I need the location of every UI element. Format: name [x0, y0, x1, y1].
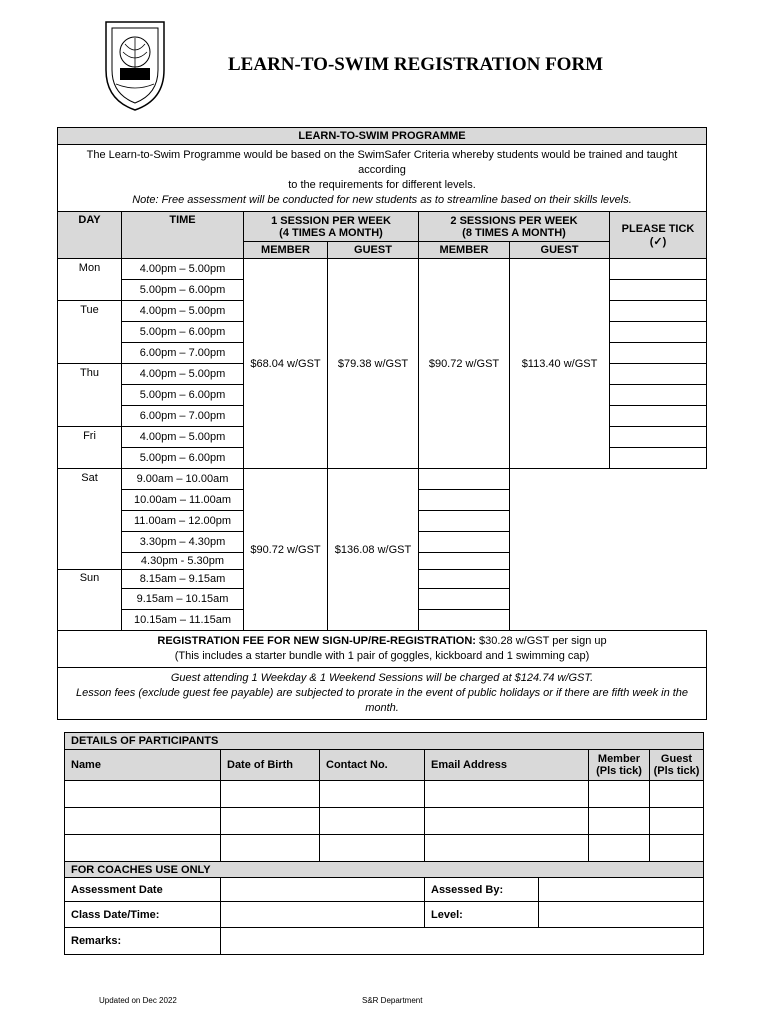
col-email: Email Address	[425, 750, 589, 781]
page-title: LEARN-TO-SWIM REGISTRATION FORM	[228, 54, 604, 75]
footer-updated: Updated on Dec 2022	[99, 996, 177, 1005]
time-slot: 9.15am – 10.15am	[122, 589, 244, 610]
member-tick-box[interactable]	[589, 808, 650, 835]
col-contact: Contact No.	[320, 750, 425, 781]
participant-name-field[interactable]	[65, 808, 221, 835]
col-member-1: MEMBER	[244, 242, 328, 259]
time-slot: 10.15am – 11.15am	[122, 610, 244, 631]
tick-box[interactable]	[610, 364, 707, 385]
class-datetime-label: Class Date/Time:	[65, 902, 221, 928]
remarks-label: Remarks:	[65, 928, 221, 955]
participant-dob-field[interactable]	[221, 781, 320, 808]
registration-label: REGISTRATION FEE FOR NEW SIGN-UP/RE-REGISTRATION:	[157, 635, 476, 647]
time-slot: 5.00pm – 6.00pm	[122, 322, 244, 343]
coaches-section-title: FOR COACHES USE ONLY	[65, 862, 704, 878]
participant-name-field[interactable]	[65, 835, 221, 862]
fee-notes	[58, 668, 707, 720]
fee-guest-2x-weekend: $136.08 w/GST	[328, 469, 419, 631]
col-two-sessions: 2 SESSIONS PER WEEK (8 TIMES A MONTH)	[419, 212, 610, 242]
day-thu: Thu	[58, 364, 122, 427]
level-field[interactable]	[539, 902, 704, 928]
time-slot: 4.00pm – 5.00pm	[122, 301, 244, 322]
programme-intro	[58, 145, 707, 212]
participant-email-field[interactable]	[425, 835, 589, 862]
fee-member-1x: $68.04 w/GST	[244, 259, 328, 469]
fee-member-2x: $90.72 w/GST	[419, 259, 510, 469]
tick-box[interactable]	[610, 427, 707, 448]
day-sat: Sat	[58, 469, 122, 570]
col-guest-2: GUEST	[510, 242, 610, 259]
tick-box[interactable]	[419, 553, 510, 570]
participant-email-field[interactable]	[425, 808, 589, 835]
time-slot: 4.00pm – 5.00pm	[122, 364, 244, 385]
participants-section-title: DETAILS OF PARTICIPANTS	[65, 733, 704, 750]
footer-department: S&R Department	[362, 996, 423, 1005]
member-tick-box[interactable]	[589, 835, 650, 862]
tick-box[interactable]	[610, 322, 707, 343]
col-name: Name	[65, 750, 221, 781]
level-label: Level:	[425, 902, 539, 928]
tick-box[interactable]	[419, 511, 510, 532]
remarks-field[interactable]	[221, 928, 704, 955]
registration-fee	[58, 631, 707, 668]
time-slot: 6.00pm – 7.00pm	[122, 406, 244, 427]
assessed-by-field[interactable]	[539, 878, 704, 902]
member-tick-box[interactable]	[589, 781, 650, 808]
registration-value: $30.28 w/GST per sign up	[479, 635, 607, 647]
tick-box[interactable]	[419, 490, 510, 511]
col-member: Member (Pls tick)	[589, 750, 650, 781]
day-tue: Tue	[58, 301, 122, 364]
col-please-tick: PLEASE TICK (✓)	[610, 212, 707, 259]
time-slot: 10.00am – 11.00am	[122, 490, 244, 511]
tick-box[interactable]	[610, 448, 707, 469]
tick-box[interactable]	[610, 343, 707, 364]
time-slot: 9.00am – 10.00am	[122, 469, 244, 490]
day-mon: Mon	[58, 259, 122, 301]
tick-box[interactable]	[419, 469, 510, 490]
participant-contact-field[interactable]	[320, 781, 425, 808]
intro-line1: The Learn-to-Swim Programme would be based on the SwimSafer Criteria whereby students would be trained and taught according	[86, 149, 678, 176]
time-slot: 11.00am – 12.00pm	[122, 511, 244, 532]
time-slot: 5.00pm – 6.00pm	[122, 385, 244, 406]
col-one-session: 1 SESSION PER WEEK (4 TIMES A MONTH)	[244, 212, 419, 242]
time-slot: 4.00pm – 5.00pm	[122, 427, 244, 448]
participant-email-field[interactable]	[425, 781, 589, 808]
guest-note: Guest attending 1 Weekday & 1 Weekend Sessions will be charged at $124.74 w/GST.	[170, 672, 594, 684]
col-time: TIME	[122, 212, 244, 259]
tick-box[interactable]	[419, 532, 510, 553]
assessed-by-label: Assessed By:	[425, 878, 539, 902]
class-datetime-field[interactable]	[221, 902, 425, 928]
guest-tick-box[interactable]	[650, 835, 704, 862]
col-guest-1: GUEST	[328, 242, 419, 259]
assessment-date-label: Assessment Date	[65, 878, 221, 902]
time-slot: 4.00pm – 5.00pm	[122, 259, 244, 280]
participant-contact-field[interactable]	[320, 835, 425, 862]
intro-line2: to the requirements for different levels.	[288, 179, 476, 191]
fee-guest-1x-weekend: $90.72 w/GST	[244, 469, 328, 631]
time-slot: 5.00pm – 6.00pm	[122, 280, 244, 301]
time-slot: 3.30pm – 4.30pm	[122, 532, 244, 553]
tick-box[interactable]	[610, 280, 707, 301]
col-member-2: MEMBER	[419, 242, 510, 259]
club-logo	[92, 18, 178, 114]
participant-dob-field[interactable]	[221, 835, 320, 862]
programme-table	[57, 127, 707, 720]
fee-guest-2x-weekday: $113.40 w/GST	[510, 259, 610, 469]
registration-note: (This includes a starter bundle with 1 pair of goggles, kickboard and 1 swimming cap)	[174, 650, 590, 662]
tick-box[interactable]	[419, 570, 510, 589]
day-fri: Fri	[58, 427, 122, 469]
assessment-date-field[interactable]	[221, 878, 425, 902]
col-day: DAY	[58, 212, 122, 259]
guest-tick-box[interactable]	[650, 808, 704, 835]
lesson-note: Lesson fees (exclude guest fee payable) are subjected to prorate in the event of public holidays or if there are fifth week in the month.	[75, 687, 689, 714]
time-slot: 4.30pm - 5.30pm	[122, 553, 244, 570]
time-slot: 5.00pm – 6.00pm	[122, 448, 244, 469]
tick-box[interactable]	[610, 301, 707, 322]
tick-box[interactable]	[610, 385, 707, 406]
day-sun: Sun	[58, 570, 122, 631]
guest-tick-box[interactable]	[650, 781, 704, 808]
participant-name-field[interactable]	[65, 781, 221, 808]
intro-note: Note: Free assessment will be conducted for new students as to streamline based on their skills levels.	[132, 194, 632, 206]
time-slot: 6.00pm – 7.00pm	[122, 343, 244, 364]
fee-guest-1x-weekday: $79.38 w/GST	[328, 259, 419, 469]
tick-box[interactable]	[419, 610, 510, 631]
participant-contact-field[interactable]	[320, 808, 425, 835]
participant-dob-field[interactable]	[221, 808, 320, 835]
participants-table	[64, 732, 704, 955]
tick-box[interactable]	[419, 589, 510, 610]
col-guest: Guest (Pls tick)	[650, 750, 704, 781]
tick-box[interactable]	[610, 259, 707, 280]
col-dob: Date of Birth	[221, 750, 320, 781]
programme-section-title: LEARN-TO-SWIM PROGRAMME	[58, 128, 707, 145]
tick-box[interactable]	[610, 406, 707, 427]
time-slot: 8.15am – 9.15am	[122, 570, 244, 589]
